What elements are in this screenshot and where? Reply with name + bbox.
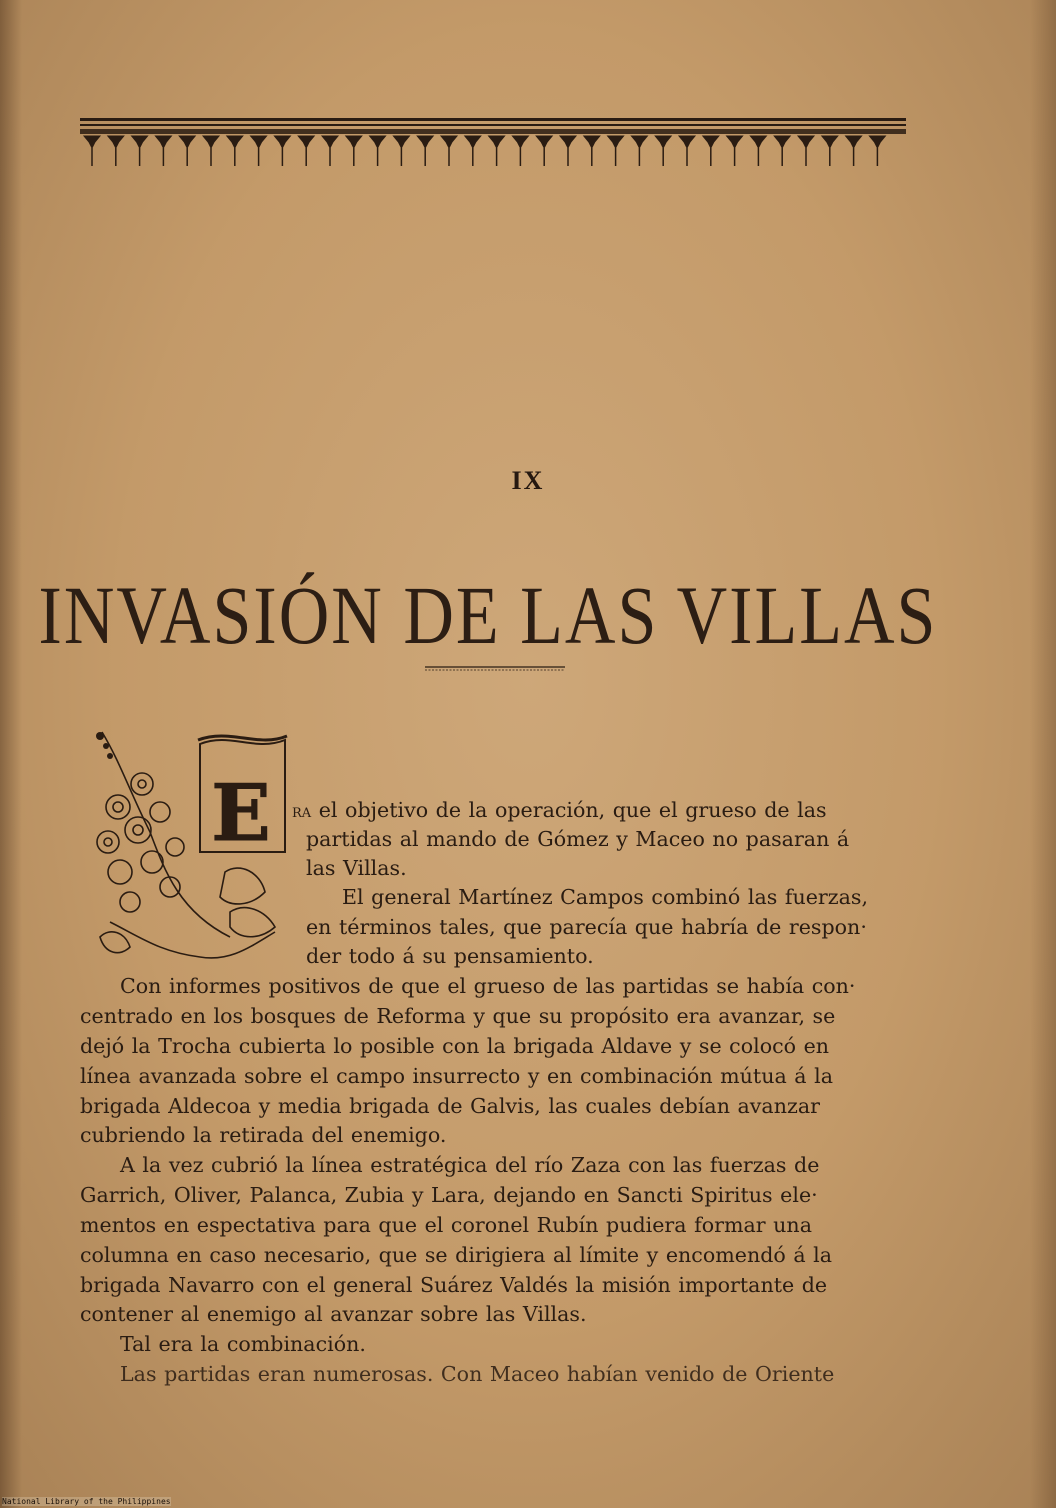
body-line: Tal era la combinación.: [120, 1332, 366, 1356]
ornament-motif: [822, 136, 838, 148]
body-line: mentos en espectativa para que el coronel Rubín pudiera formar una: [80, 1213, 812, 1237]
title-divider: [425, 666, 565, 671]
body-line: contener al enemigo al avanzar sobre las Villas.: [80, 1302, 587, 1326]
illustrated-drop-cap: [80, 722, 290, 972]
ornament-motif: [631, 136, 647, 148]
ornament-motif: [179, 136, 195, 148]
body-line: Las partidas eran numerosas. Con Maceo habían venido de Oriente: [120, 1362, 835, 1386]
ornament-motif: [227, 136, 243, 148]
body-line: El general Martínez Campos combinó las fuerzas,: [342, 885, 868, 909]
ornament-motif: [370, 136, 386, 148]
ornament-motif: [155, 136, 171, 148]
ornament-motif: [750, 136, 766, 148]
ornament-motif: [798, 136, 814, 148]
body-line: A la vez cubrió la línea estratégica del río Zaza con las fuerzas de: [120, 1153, 820, 1177]
ornament-motif: [655, 136, 671, 148]
ornament-motif: [774, 136, 790, 148]
ornament-motif: [584, 136, 600, 148]
ornament-motif: [727, 136, 743, 148]
body-line: las Villas.: [306, 856, 407, 880]
chapter-number: IX: [511, 466, 545, 495]
drop-cap-continuation: RA: [292, 806, 312, 821]
ornament-motif: [489, 136, 505, 148]
chapter-title: INVASIÓN DE LAS VILLAS: [38, 571, 938, 663]
ornament-motif: [536, 136, 552, 148]
body-line: [292, 797, 827, 827]
body-line: Con informes positivos de que el grueso de las partidas se había con·: [120, 974, 856, 998]
body-line: línea avanzada sobre el campo insurrecto y en combinación mútua á la: [80, 1064, 833, 1088]
body-line: cubriendo la retirada del enemigo.: [80, 1123, 447, 1147]
ornament-motif: [274, 136, 290, 148]
ornament-motif: [417, 136, 433, 148]
body-line: der todo á su pensamiento.: [306, 944, 594, 968]
body-line: dejó la Trocha cubierta lo posible con la brigada Aldave y se colocó en: [80, 1034, 830, 1058]
ornament-motif: [203, 136, 219, 148]
ornament-motif: [846, 136, 862, 148]
ornament-motif: [560, 136, 576, 148]
ornament-motif: [608, 136, 624, 148]
ornament-motif: [512, 136, 528, 148]
ornament-motif: [393, 136, 409, 148]
ornament-motif: [346, 136, 362, 148]
body-line: brigada Navarro con el general Suárez Valdés la misión importante de: [80, 1273, 828, 1297]
body-line: en términos tales, que parecía que habría de respon·: [306, 915, 867, 939]
ornament-motif: [465, 136, 481, 148]
body-line-text: el objetivo de la operación, que el grueso de las: [318, 798, 827, 822]
ornament-motif: [703, 136, 719, 148]
body-line: brigada Aldecoa y media brigada de Galvis, las cuales debían avanzar: [80, 1094, 820, 1118]
body-line: partidas al mando de Gómez y Maceo no pasaran á: [306, 827, 850, 851]
ornamental-header-band: [80, 118, 906, 170]
ornament-motif: [298, 136, 314, 148]
ornament-motif: [251, 136, 267, 148]
body-line: columna en caso necesario, que se dirigiera al límite y encomendó á la: [80, 1243, 833, 1267]
body-line: Garrich, Oliver, Palanca, Zubia y Lara, dejando en Sancti Spiritus ele·: [80, 1183, 818, 1207]
ornament-motif: [132, 136, 148, 148]
ornament-motif: [679, 136, 695, 148]
ornament-motif: [869, 136, 885, 148]
ornament-motif: [441, 136, 457, 148]
library-watermark: National Library of the Philippines: [2, 1497, 171, 1506]
ornament-motif: [322, 136, 338, 148]
ornament-motif: [108, 136, 124, 148]
ornament-motif: [84, 136, 100, 148]
body-line: centrado en los bosques de Reforma y que su propósito era avanzar, se: [80, 1004, 836, 1028]
drop-cap-letter: E: [211, 768, 271, 859]
